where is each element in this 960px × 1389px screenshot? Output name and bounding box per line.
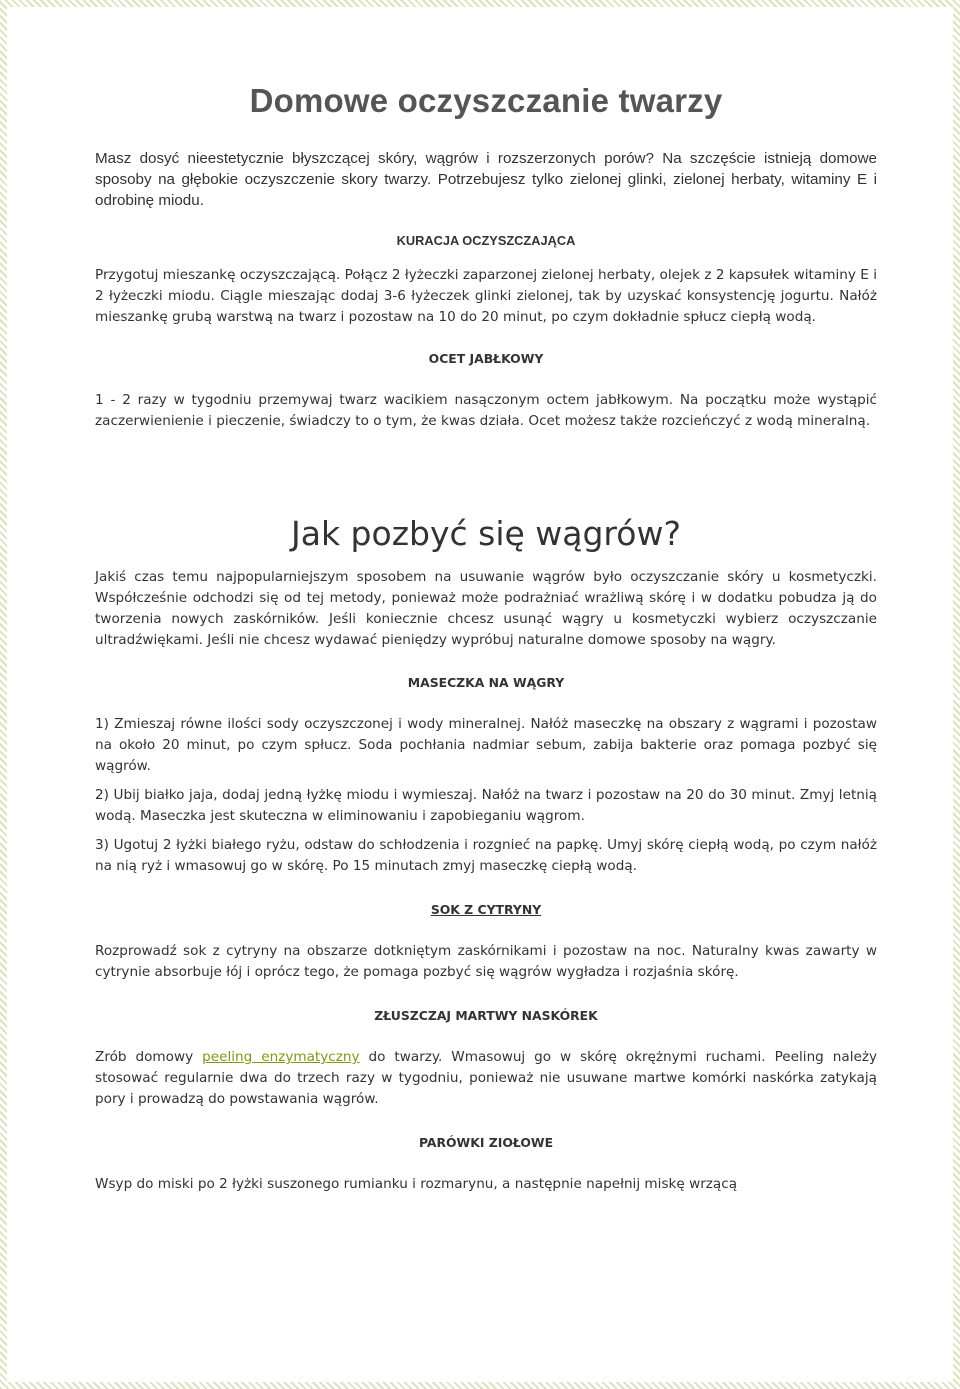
kuracja-paragraph: Przygotuj mieszankę oczyszczającą. Połącz 2 łyżeczki zaparzonej zielonej herbaty, olejek z 2 kapsułek witaminy E i 2 łyżeczki miodu. Ciągle mieszając dodaj 3-6 łyżeczek glinki zielonej, tak by uzyskać konsystencję jogurtu. Nałóż mieszankę grubą warstwą na twarz i pozostaw na 10 do 20 minut, po czym dokładnie spłucz ciepłą wodą.: [95, 267, 877, 325]
maseczka-item-3: 3) Ugotuj 2 łyżki białego ryżu, odstaw do schłodzenia i rozgnieć na papkę. Umyj skórę ciepłą wodą, po czym nałóż na nią ryż i wmasowuj go w skórę. Po 15 minutach zmyj maseczkę ciepłą wodą.: [95, 837, 877, 874]
maseczka-item-2: 2) Ubij białko jaja, dodaj jedną łyżkę miodu i wymieszaj. Nałóż na twarz i pozostaw na 20 do 30 minut. Zmyj letnią wodą. Maseczka jest skuteczna w eliminowaniu i zapobieganiu wągrom.: [95, 787, 877, 824]
ocet-heading: OCET JABŁKOWY: [428, 351, 544, 366]
maseczka-item-1: 1) Zmieszaj równe ilości sody oczyszczonej i wody mineralnej. Nałóż maseczkę na obszary z wągrami i pozostaw na około 20 minut, po czym spłucz. Soda pochłania nadmiar sebum, zabija bakterie oraz pomaga pozbyć się wągrów.: [95, 716, 877, 774]
zluszczaj-text-before: Zrób domowy: [95, 1049, 203, 1065]
section-intro: Jakiś czas temu najpopularniejszym sposobem na usuwanie wągrów było oczyszczanie skóry u kosmetyczki. Współcześnie odchodzi się od tej metody, ponieważ może podrażniać wrażliwą skórę i w dodatku pobudza ją do tworzenia nowych zaskórników. Jeśli koniecznie chcesz usunąć wągry u kosmetyczki wybierz oczyszczanie ultradźwiękami. Jeśli nie chcesz wydawać pieniędzy wypróbuj naturalne domowe sposoby na wągry.: [95, 569, 877, 648]
article: [95, 82, 877, 1195]
sok-heading: SOK Z CYTRYNY: [430, 902, 542, 917]
section-title: Jak pozbyć się wągrów?: [291, 514, 681, 553]
intro-paragraph: Masz dosyć nieestetycznie błyszczącej skóry, wągrów i rozszerzonych porów? Na szczęście istnieją domowe sposoby na głębokie oczyszczenie skory twarzy. Potrzebujesz tylko zielonej glinki, zielonej herbaty, witaminy E i odrobinę miodu.: [95, 150, 877, 209]
sok-paragraph: Rozprowadź sok z cytryny na obszarze dotkniętym zaskórnikami i pozostaw na noc. Naturalny kwas zawarty w cytrynie absorbuje łój i oprócz tego, że pomaga pozbyć się wągrów wygładza i rozjaśnia skórę.: [95, 943, 877, 980]
page-title: Domowe oczyszczanie twarzy: [249, 82, 723, 119]
parowki-paragraph: Wsyp do miski po 2 łyżki suszonego rumianku i rozmarynu, a następnie napełnij miskę wrzącą: [95, 1176, 738, 1192]
zluszczaj-heading: ZŁUSZCZAJ MARTWY NASKÓREK: [374, 1008, 598, 1023]
zluszczaj-paragraph: [95, 1047, 877, 1110]
zluszczaj-text-after: do twarzy. Wmasowuj go w skórę okrężnymi ruchami. Peeling należy stosować regularnie dwa do trzech razy w tygodniu, ponieważ nie usuwane martwe komórki naskórka zatykają pory i prowadzą do powstawania wągrów.: [95, 1049, 878, 1107]
ocet-paragraph: 1 - 2 razy w tygodniu przemywaj twarz wacikiem nasączonym octem jabłkowym. Na początku może wystąpić zaczerwienienie i pieczenie, świadczy to o tym, że kwas działa. Ocet możesz także rozcieńczyć z wodą mineralną.: [95, 392, 877, 429]
parowki-heading: PARÓWKI ZIOŁOWE: [418, 1135, 554, 1150]
maseczka-heading: MASECZKA NA WĄGRY: [407, 675, 565, 690]
kuracja-heading: KURACJA OCZYSZCZAJĄCA: [396, 233, 576, 248]
peeling-link[interactable]: peeling enzymatyczny: [202, 1049, 360, 1065]
